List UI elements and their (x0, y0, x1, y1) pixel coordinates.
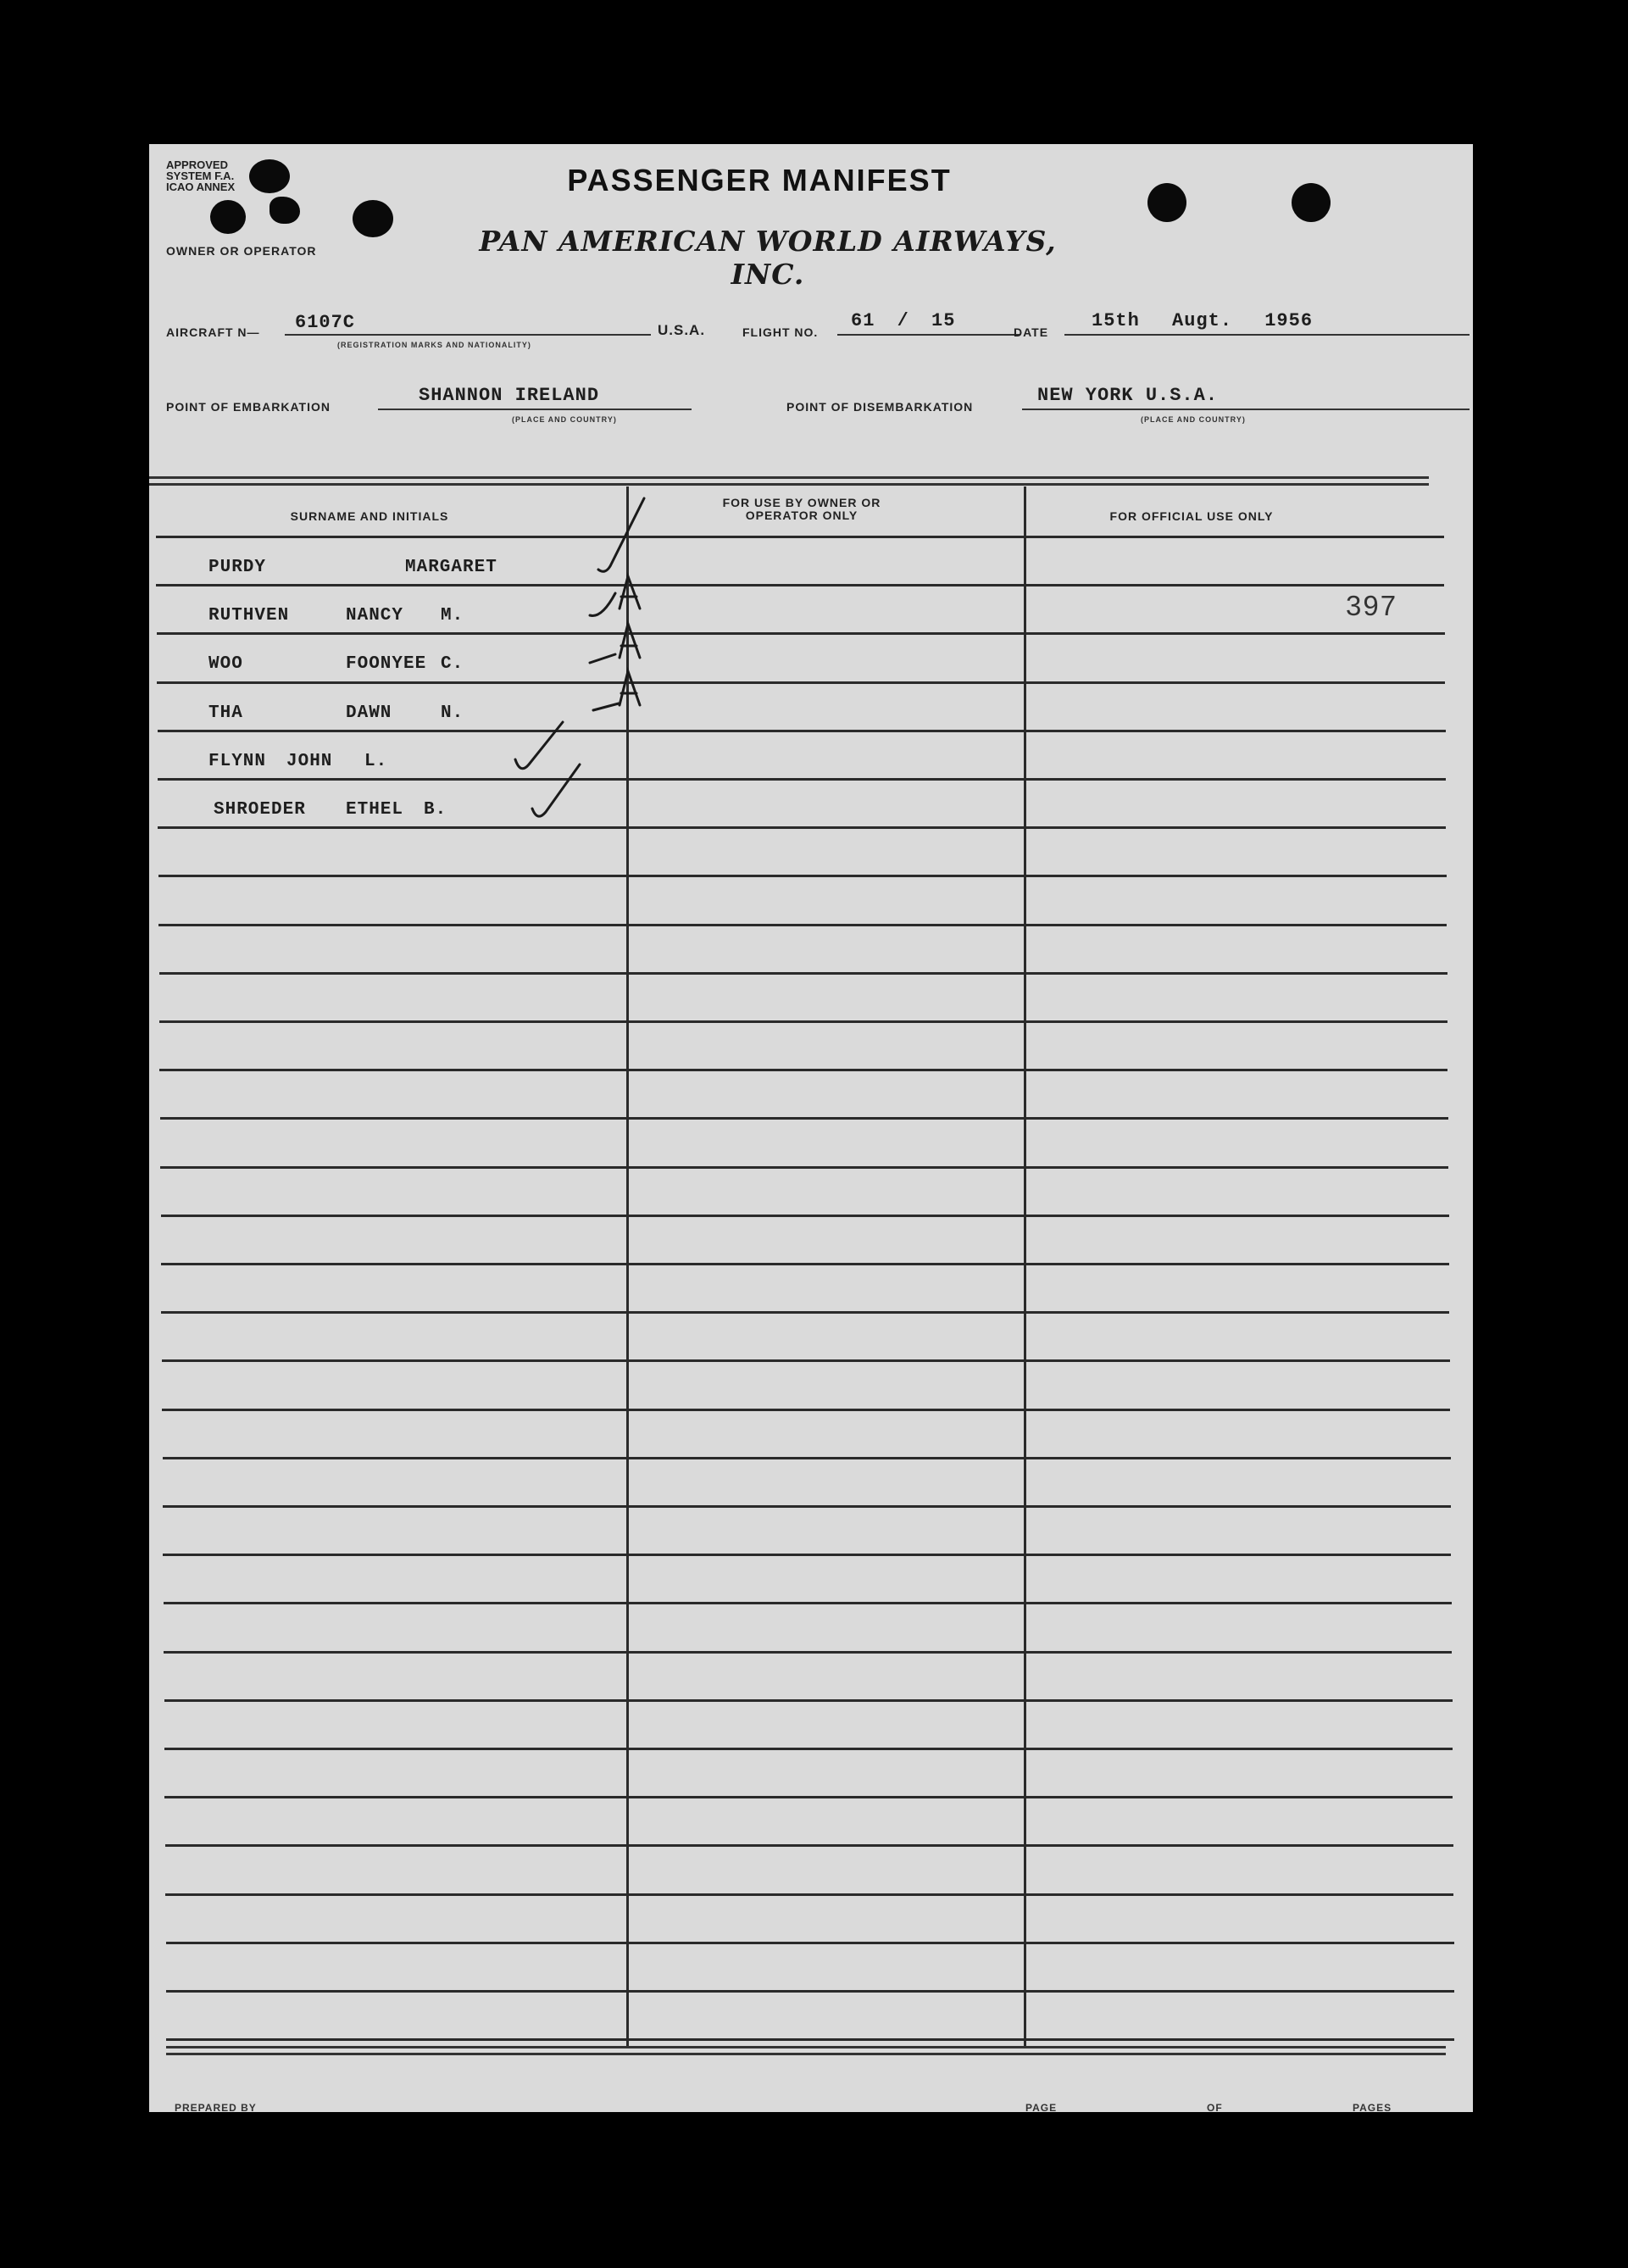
embark-place-sublabel: (PLACE AND COUNTRY) (512, 415, 617, 424)
embarkation-label: POINT OF EMBARKATION (166, 400, 331, 414)
passenger-initial: L. (364, 751, 388, 771)
check-mark (598, 498, 644, 571)
system-label: SYSTEM F.A. (166, 170, 235, 182)
disembark-place-sublabel: (PLACE AND COUNTRY) (1141, 415, 1246, 424)
manifest-sheet (149, 144, 1473, 2112)
passenger-given-name: NANCY (346, 606, 404, 626)
passenger-given-name: FOONYEE (346, 654, 427, 675)
registration-sublabel: (REGISTRATION MARKS AND NATIONALITY) (337, 341, 531, 349)
pages-label: PAGES (1353, 2102, 1392, 2114)
passenger-given-name: DAWN (346, 703, 392, 723)
flight-no-label: FLIGHT NO. (742, 325, 819, 339)
passenger-surname: SHROEDER (214, 800, 306, 820)
usa-label: U.S.A. (658, 322, 706, 338)
passenger-surname: WOO (208, 654, 243, 675)
approved-label: APPROVED (166, 158, 228, 171)
check-mark (620, 671, 640, 705)
check-mark (620, 624, 640, 658)
flight-number: 61 / 15 (851, 310, 956, 331)
passenger-initial: M. (441, 606, 464, 626)
passenger-initial: B. (424, 800, 447, 820)
passenger-surname: PURDY (208, 558, 267, 577)
checkmarks-icon (149, 144, 1473, 2112)
prepared-by-label: PREPARED BY (175, 2102, 257, 2114)
page-title: PASSENGER MANIFEST (567, 163, 952, 197)
surname-column-header: SURNAME AND INITIALS (290, 509, 449, 523)
table-bottom-rule (166, 2046, 1446, 2048)
page-label: PAGE (1025, 2102, 1058, 2114)
check-mark (532, 764, 580, 816)
passenger-surname: RUTHVEN (208, 606, 290, 626)
owner-operator-label: OWNER OR OPERATOR (166, 244, 317, 258)
aircraft-label: AIRCRAFT N— (166, 325, 260, 339)
passenger-given-name: JOHN (286, 751, 333, 771)
disembarkation-label: POINT OF DISEMBARKATION (786, 400, 974, 414)
annex-label: ICAO ANNEX (166, 181, 236, 193)
check-mark (593, 703, 619, 710)
passenger-initial: N. (441, 703, 464, 723)
passenger-surname: THA (208, 703, 243, 723)
official-number: 397 (1346, 590, 1398, 621)
aircraft-number: 6107C (295, 312, 356, 333)
official-use-column-header: FOR OFFICIAL USE ONLY (1109, 509, 1274, 523)
check-mark (515, 722, 563, 769)
passenger-given-name: ETHEL (346, 800, 404, 820)
passenger-given-name: MARGARET (405, 558, 497, 577)
passenger-surname: FLYNN (208, 751, 267, 771)
date-label: DATE (1014, 325, 1049, 339)
table-bottom-rule (166, 2053, 1446, 2055)
check-mark (590, 654, 615, 663)
disembarkation-value: NEW YORK U.S.A. (1037, 385, 1219, 406)
airline-name: PAN AMERICAN WORLD AIRWAYS, INC. (479, 225, 1057, 291)
embarkation-value: SHANNON IRELAND (419, 385, 600, 406)
passenger-initial: C. (441, 654, 464, 675)
flight-date: 15th Augt. 1956 (1092, 310, 1314, 331)
check-mark (620, 576, 640, 609)
of-label: OF (1207, 2102, 1223, 2114)
check-mark (590, 593, 615, 615)
owner-use-column-header: FOR USE BY OWNER OR OPERATOR ONLY (722, 496, 881, 522)
